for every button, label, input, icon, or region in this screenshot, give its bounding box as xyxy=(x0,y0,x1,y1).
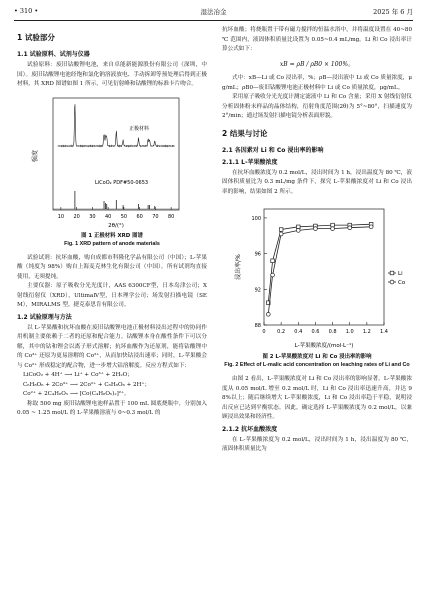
page-number: • 310 • xyxy=(14,7,39,15)
paragraph-formula-symbols: 式中：xB—Li 或 Co 浸出率，%；ρB—浸出液中 Li 或 Co 质量浓度，μg/mL；ρB0—废旧钴酸锂电池正极材料中 Li 或 Co 质量浓度，μg/mL。 xyxy=(222,75,412,91)
xrd-xtick-label: 40 xyxy=(104,213,112,220)
chart-xtick-label: 0.4 xyxy=(294,329,303,335)
section-heading-2: 2 结果与讨论 xyxy=(222,128,268,138)
figure-1-caption-en: Fig. 1 XRD pattern of anode materials xyxy=(64,240,160,247)
xrd-xtick-label: 20 xyxy=(73,213,80,220)
chart-xtick-label: 0.8 xyxy=(328,329,337,335)
paragraph-ascorbic-conditions: 在 L-苹果酸浓度为 0.2 mol/L，浸出时间为 1 h，浸出温度为 80 ℃，液固体积质量比为 xyxy=(222,436,412,452)
chart-ytick-label: 92 xyxy=(254,287,261,294)
chart-legend-marker xyxy=(390,271,394,275)
paragraph-reagents: 试验试剂：抗坏血酸，购自成都市科隆化学品有限公司（中国）；L-苹果酸（纯度为 98%）购自上海麦克林生化有限公司（中国）。所有试剂均直接使用，无须提纯。 xyxy=(17,254,207,280)
paragraph-method-cont: 抗坏血酸；将烧瓶置于带有磁力搅拌的恒温水浴中，并将温度设置在 40~80 ℃ 范围内，液固体积质量比设置为 0.05~0.4 mL/mg。Li 和 Co 浸出率计算公式如下： xyxy=(222,27,412,52)
section-heading-2-1-1: 2.1.1 L-苹果酸浓度 xyxy=(222,158,278,166)
chart-point-co xyxy=(266,312,270,316)
figure-2-caption-en: Fig. 2 Effect of L-malic acid concentration on leaching rates of Li and Co xyxy=(224,362,410,368)
chart-point-co xyxy=(279,232,283,236)
chart-ytick-label: 96 xyxy=(254,251,261,258)
paragraph-materials: 试验原料：废旧钴酸锂电池，来自卓能新能源股份有限公司（深圳，中国）。废旧钴酸锂电池经饱和氯化钠溶液放电、手动拆卸等预处理后得到正极材料，其 XRD 图谱如图 1 所示，可见衍射峰和钴酸锂的标准卡片吻合。 xyxy=(17,62,207,87)
issue-date: 2025 年 6 月 xyxy=(373,8,413,16)
xrd-label-reference: LiCoO₂ PDF#50-0653 xyxy=(95,179,149,186)
chart-series-line-li xyxy=(268,224,371,303)
equation-2: C₆H₈O₆ + 2Co³⁺ ⟶ 2Co²⁺ + C₆H₆O₆ + 2H⁺； xyxy=(23,381,151,388)
journal-name: 湿法冶金 xyxy=(200,8,227,16)
xrd-xtick-label: 80 xyxy=(167,213,175,220)
xrd-xtick-label: 60 xyxy=(136,213,143,220)
chart-series-line-co xyxy=(268,227,371,314)
chart-frame xyxy=(264,209,384,325)
leaching-chart xyxy=(222,201,412,351)
xrd-reference-lines xyxy=(53,191,179,209)
chart-ytick-label: 88 xyxy=(254,323,261,329)
paragraph-analysis: 采用原子吸收分光光度计测定滤液中 Li 和 Co 含量；采用 X 射线衍射仪分析固体粉末样品的晶体结构，衍射角度范围(2θ)为 5°~80°，扫描速度为 2°/min；通过场发射扫描电镜分析表面形貌。 xyxy=(222,94,412,119)
xrd-ylabel: 强度 xyxy=(32,149,39,162)
leaching-rate-formula: xB = ρB / ρB0 × 100%。 xyxy=(279,60,355,68)
section-heading-1-1: 1.1 试验原料、试剂与仪器 xyxy=(17,51,90,58)
paragraph-malic-results: 由图 2 看出，L-苹果酸浓度对 Li 和 Co 浸出率的影响显著。L-苹果酸浓度从 0.05 mol/L 增至 0.2 mol/L 时，Li 和 Co 浸出率迅速升高，并达 98%以上；随后继续增大 L-苹果酸浓度，Li 和 Co 浸出率趋于平稳，说明浸出反应已达到平衡状态。因此，确定选择 L-苹果酸浓度为 0.2 mol/L，以兼顾浸出效果和经济性。 xyxy=(222,376,412,420)
chart-ylabel: 浸出率/% xyxy=(235,254,242,280)
chart-xtick-label: 0.6 xyxy=(311,329,320,335)
xrd-xlabel: 2θ/(°) xyxy=(108,222,124,229)
chart-point-li xyxy=(279,228,283,232)
figure-2-chart xyxy=(222,201,412,351)
xrd-label-sample: 正极材料 xyxy=(129,125,150,132)
right-column xyxy=(222,26,412,455)
left-column xyxy=(17,26,207,419)
chart-xtick-label: 0 xyxy=(262,329,266,335)
chart-xlabel: L-苹果酸浓度/(mol·L⁻¹) xyxy=(294,343,354,349)
paragraph-malic-conditions: 在抗坏血酸浓度为 0.2 mol/L，浸出时间为 1 h，浸出温度为 80 ℃，液固体积质量比为 0.3 mL/mg 条件下，探究 L-苹果酸浓度对 Li 和 Co 浸出率的影响，结果如图 2 所示。 xyxy=(222,169,412,195)
chart-point-li xyxy=(296,225,300,229)
chart-xtick-label: 1.0 xyxy=(345,329,354,335)
chart-point-co xyxy=(271,273,275,277)
xrd-xtick-label: 70 xyxy=(152,213,159,220)
xrd-pattern-line xyxy=(58,104,175,146)
figure-1-xrd xyxy=(17,94,207,230)
figure-1-caption-zh: 图 1 正极材料 XRD 图谱 xyxy=(81,232,143,239)
chart-point-co xyxy=(348,226,352,230)
section-heading-2-1: 2.1 各因素对 Li 和 Co 浸出率的影响 xyxy=(222,146,324,154)
section-heading-1: 1 试验部分 xyxy=(17,33,55,42)
chart-point-co xyxy=(296,229,300,233)
xrd-xtick-label: 50 xyxy=(120,213,128,220)
section-heading-2-1-2: 2.1.2 抗坏血酸浓度 xyxy=(222,425,278,433)
xrd-frame xyxy=(53,98,179,210)
equation-3: Co²⁺ + 2C₄H₆O₅ ⟶ [Co(C₄H₆O₅)₂]²⁺。 xyxy=(23,391,130,397)
chart-legend-label: Li xyxy=(398,271,403,277)
paragraph-principle: 以 L-苹果酸和抗坏血酸在废旧钴酸锂电池正极材料浸出过程中的协同作用机制主要依赖于二者的还原和配合能力。钴酸锂本身在酸性条件下可以分解，其中的钴和锂会以离子形式溶解；抗坏血酸作为还原剂，能将钴酸锂中的 Co³⁺ 还原为更易溶解的 Co²⁺，从而加快钴浸出速率；同时，L-苹果酸会与 Co²⁺ 形成稳定的配合物，进一步增大钴溶解度。反应方程式如下： xyxy=(17,324,207,369)
chart-series xyxy=(266,222,373,316)
chart-point-co xyxy=(314,227,318,231)
chart-point-co xyxy=(331,227,335,231)
chart-point-li xyxy=(331,223,335,227)
figure-2-caption-zh: 图 2 L-苹果酸浓度对 Li 和 Co 浸出率的影响 xyxy=(262,354,372,360)
chart-point-co xyxy=(369,225,373,229)
equation-1: LiCoO₂ + 4H⁺ ⟶ Li⁺ + Co³⁺ + 2H₂O； xyxy=(23,372,133,378)
chart-point-li xyxy=(271,259,275,263)
xrd-plot xyxy=(17,94,207,230)
paragraph-instruments: 主要仪器：原子吸收分光光度计，AAS 6300CF型，日本岛津公司；X 射线衍射仪（XRD），UltimaⅣ型，日本理学公司；场发射扫描电镜（SEM），MIRALMS 型，捷克泰思肯有限公司。 xyxy=(17,283,207,308)
chart-xtick-label: 0.2 xyxy=(277,329,286,335)
paragraph-method: 称取 500 mg 废旧钴酸锂电池样品置于 100 mL 圆底烧瓶中，分别加入 0.05 ~ 1.25 mol/L 的 L-苹果酸溶液与 0~0.3 mol/L 的 xyxy=(17,400,207,416)
chart-legend-marker xyxy=(390,280,394,284)
running-header xyxy=(14,7,413,19)
chart-xtick-label: 1.4 xyxy=(380,329,388,335)
xrd-xtick-label: 30 xyxy=(89,213,96,220)
chart-ytick-label: 100 xyxy=(251,215,261,222)
chart-legend-label: Co xyxy=(398,280,406,286)
header-rule xyxy=(14,20,413,21)
chart-legend xyxy=(388,271,406,286)
chart-xtick-label: 1.2 xyxy=(362,329,371,335)
xrd-xtick-label: 10 xyxy=(57,213,65,220)
section-heading-1-2: 1.2 试验原理与方法 xyxy=(17,313,72,321)
